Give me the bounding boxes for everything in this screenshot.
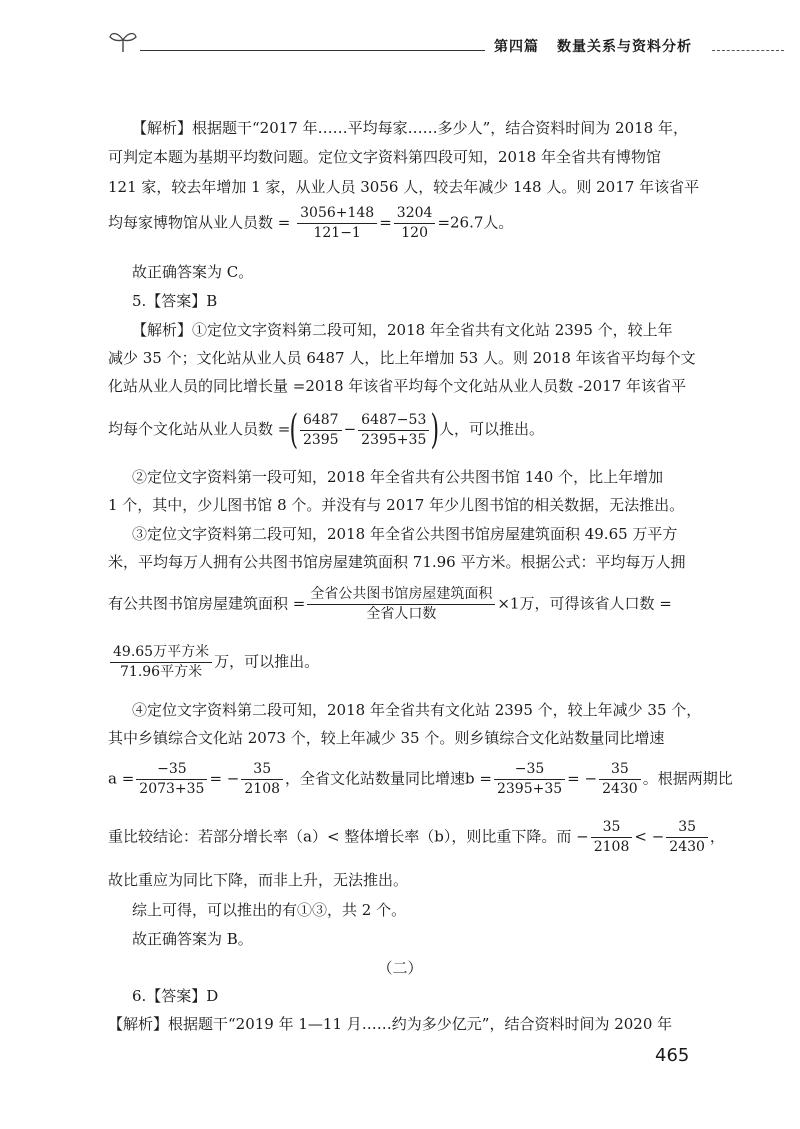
part-label: 第四篇 bbox=[494, 39, 539, 55]
fraction: $\frac{\text{49.65万平方米}}{\text{71.96平方米}}$ bbox=[110, 643, 212, 682]
q5-item4-formula: a = $\frac{-35}{2073+35}$ = − $\frac{35}{2108}$ ，全省文化站数量同比增速b = $\frac{-35}{2395+35}$ = − $\frac{35}{2430}$ 。根据两期比 bbox=[108, 761, 733, 797]
q5-conclusion: 故正确答案为 B。 bbox=[132, 930, 253, 948]
page-number: 465 bbox=[655, 1045, 690, 1066]
running-header bbox=[494, 36, 692, 56]
q4-formula-line: 均每家博物馆从业人员数 = $\frac{3056+148}{121-1}$ = $\frac{3204}{120}$ =26.7人。 bbox=[108, 205, 514, 241]
q5-item4-comparison: 重比较结论：若部分增长率（a）< 整体增长率（b），则比重下降。而 − $\frac{35}{2108}$ < − $\frac{35}{2430}$ ， bbox=[108, 819, 725, 855]
part-title: 数量关系与资料分析 bbox=[557, 39, 692, 55]
q5-item2-line-2: 1 个，其中，少儿图书馆 8 个。并没有与 2017 年少儿图书馆的相关数据，无法推出。 bbox=[108, 496, 685, 514]
header-dash-rule bbox=[712, 50, 784, 51]
q5-analysis-line-2: 减少 35 个；文化站从业人员 6487 人，比上年增加 53 人。则 2018 年该省平均每个文 bbox=[108, 349, 696, 367]
q4-analysis-line-1: 【解析】根据题干“2017 年……平均每家……多少人”，结合资料时间为 2018 年， bbox=[132, 119, 688, 137]
q5-item3-line-1: ③定位文字资料第二段可知，2018 年全省公共图书馆房屋建筑面积 49.65 万平方 bbox=[132, 525, 678, 543]
section-heading: （二） bbox=[377, 959, 423, 977]
q5-formula-line-1: 均每个文化站从业人员数 =( $\frac{6487}{2395}$ − $\frac{6487-53}{2395+35}$ )人，可以推出。 bbox=[108, 407, 544, 453]
fraction: $\frac{35}{2430}$ bbox=[666, 818, 708, 857]
q5-item3-line-2: 米，平均每万人拥有公共图书馆房屋建筑面积 71.96 平方米。根据公式：平均每万人拥 bbox=[108, 553, 686, 571]
sprout-icon bbox=[108, 28, 138, 54]
q5-summary: 综上可得，可以推出的有①③，共 2 个。 bbox=[132, 901, 407, 919]
q5-item2-line-1: ②定位文字资料第一段可知，2018 年全省共有公共图书馆 140 个，比上年增加 bbox=[132, 468, 664, 486]
q5-item4-line-5: 故比重应为同比下降，而非上升，无法推出。 bbox=[108, 871, 409, 889]
fraction: $\frac{35}{2430}$ bbox=[599, 760, 641, 799]
q5-analysis-line-3: 化站从业人员的同比增长量 =2018 年该省平均每个文化站从业人员数 -2017 年该省平 bbox=[108, 377, 687, 395]
q5-analysis-line-1: 【解析】①定位文字资料第二段可知，2018 年全省共有文化站 2395 个，较上年 bbox=[132, 321, 673, 339]
q6-answer: 6.【答案】D bbox=[132, 987, 219, 1005]
fraction: $\frac{6487}{2395}$ bbox=[300, 411, 342, 450]
header-rule bbox=[140, 50, 485, 51]
fraction: $\frac{35}{2108}$ bbox=[591, 818, 633, 857]
fraction: $\frac{3056+148}{121-1}$ bbox=[297, 204, 377, 243]
q5-answer: 5.【答案】B bbox=[132, 292, 218, 310]
fraction: $\frac{-35}{2395+35}$ bbox=[494, 760, 565, 799]
fraction: $\frac{35}{2108}$ bbox=[241, 760, 283, 799]
fraction: $\frac{\text{全省公共图书馆房屋建筑面积}}{\text{全省人口数}}$ bbox=[307, 585, 495, 624]
q4-conclusion: 故正确答案为 C。 bbox=[132, 263, 254, 281]
fraction: $\frac{3204}{120}$ bbox=[394, 204, 436, 243]
q5-item4-line-2: 其中乡镇综合文化站 2073 个，较上年减少 35 个。则乡镇综合文化站数量同比增速 bbox=[108, 729, 665, 747]
fraction: $\frac{6487-53}{2395+35}$ bbox=[358, 411, 429, 450]
q6-analysis-line-1: 【解析】根据题干“2019 年 1—11 月……约为多少亿元”，结合资料时间为 2020 年 bbox=[108, 1015, 673, 1033]
fraction: $\frac{-35}{2073+35}$ bbox=[136, 760, 207, 799]
q5-item4-line-1: ④定位文字资料第二段可知，2018 年全省共有文化站 2395 个，较上年减少 35 个， bbox=[132, 701, 702, 719]
q4-analysis-line-3: 121 家，较去年增加 1 家，从业人员 3056 人，较去年减少 148 人。则 2017 年该省平 bbox=[108, 178, 700, 196]
q5-item3-result: $\frac{\text{49.65万平方米}}{\text{71.96平方米}}$ 万，可以推出。 bbox=[108, 643, 319, 682]
q5-item3-formula: 有公共图书馆房屋建筑面积 = $\frac{\text{全省公共图书馆房屋建筑面积}}{\text{全省人口数}}$ ×1万，可得该省人口数 = bbox=[108, 586, 672, 622]
q4-analysis-line-2: 可判定本题为基期平均数问题。定位文字资料第四段可知，2018 年全省共有博物馆 bbox=[108, 148, 661, 166]
